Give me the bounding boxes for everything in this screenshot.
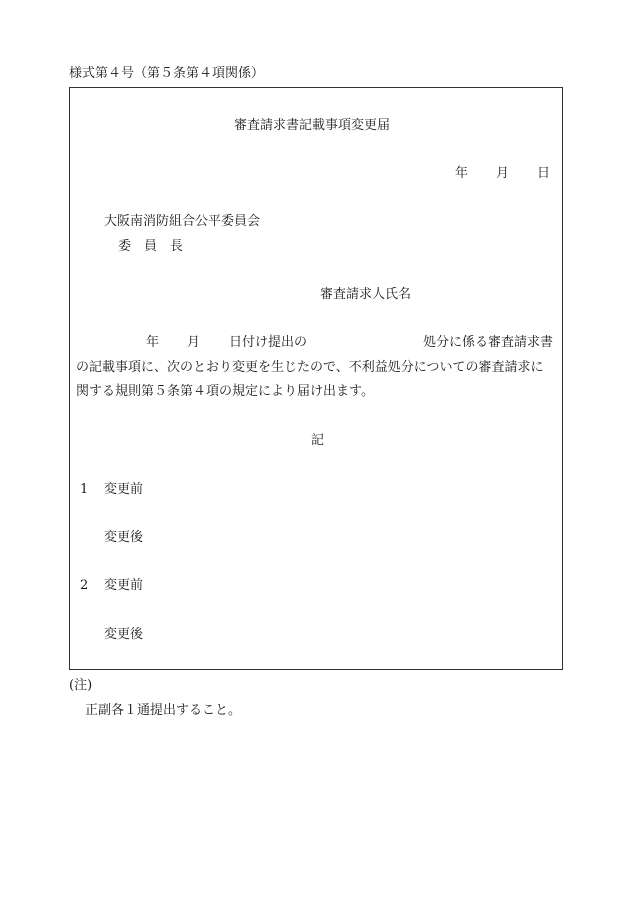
note-text: 正副各１通提出すること。 [85, 703, 242, 718]
form-number: 様式第４号（第５条第４項関係） [69, 66, 265, 81]
addressee-position: 委 員 長 [118, 239, 184, 254]
addressee-organization: 大阪南消防組合公平委員会 [104, 214, 261, 229]
before-change-label: 変更前 [104, 578, 144, 593]
body-line2: の記載事項に、次のとおり変更を生じたので、不利益処分についての審査請求に [76, 360, 544, 375]
body-date-suffix: 日付け提出の [229, 335, 308, 350]
after-change-label: 変更後 [104, 627, 144, 642]
note-heading: (注) [69, 678, 93, 693]
body-year-label: 年 [146, 335, 160, 350]
item-number: 1 [80, 482, 89, 497]
item-number: 2 [80, 578, 89, 593]
before-change-label: 変更前 [104, 482, 144, 497]
form-frame [69, 87, 563, 670]
date-month-label: 月 [496, 166, 510, 181]
date-year-label: 年 [455, 166, 469, 181]
ki-heading: 記 [311, 433, 325, 448]
body-line3: 関する規則第５条第４項の規定により届け出ます。 [76, 384, 374, 399]
requester-name-label: 審査請求人氏名 [320, 287, 412, 302]
after-change-label: 変更後 [104, 530, 144, 545]
body-line1-end: 処分に係る審査請求書 [423, 335, 554, 350]
body-month-label: 月 [187, 335, 201, 350]
date-day-label: 日 [537, 166, 551, 181]
form-title: 審査請求書記載事項変更届 [234, 118, 391, 133]
